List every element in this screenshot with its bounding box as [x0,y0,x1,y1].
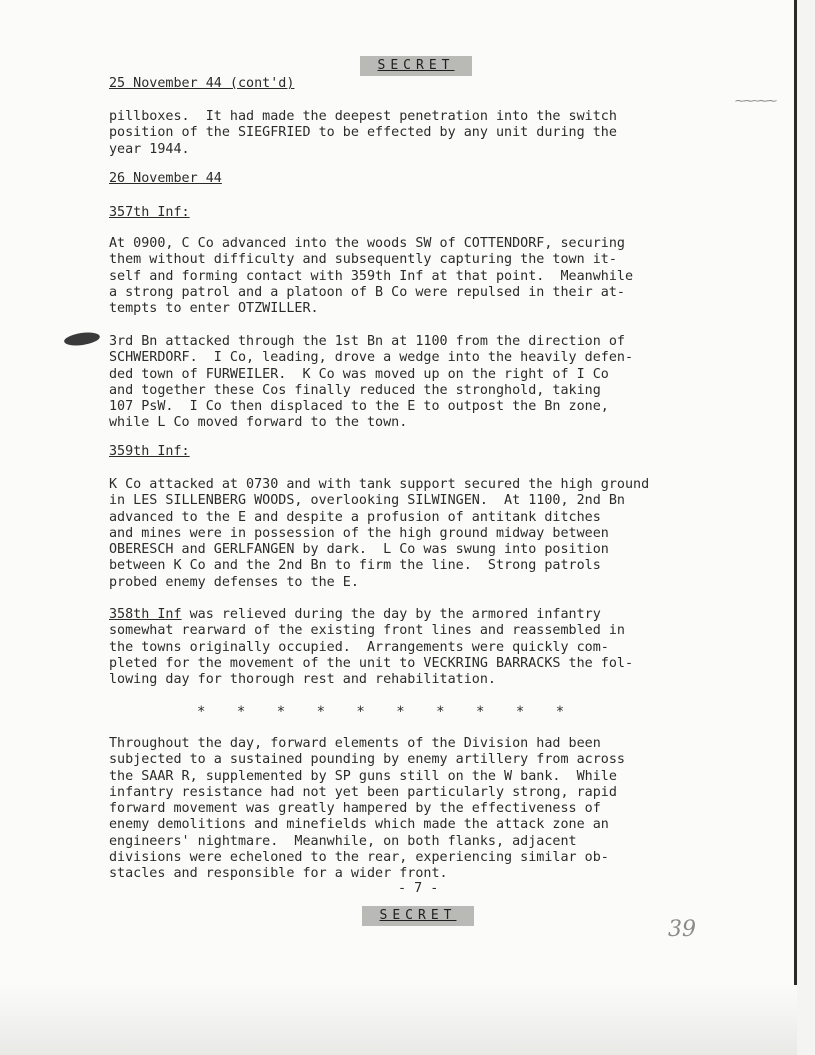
scan-edge-line [794,0,797,1055]
unit-heading-358: 358th Inf [109,607,182,622]
classification-stamp-top: SECRET [360,56,472,76]
date-heading: 26 November 44 [109,171,222,186]
paragraph: Throughout the day, forward elements of the Division had been subjected to a sustained pounding by enemy artillery from across the SAAR R, supplemented by SP guns still on the W bank. While infantry resistance had not yet been particularly strong, rapid forward movement was greatly hampered by the effectiveness of enemy demolitions and minefields which made the attack zone an engineers' nightmare. Meanwhile, on both flanks, adjacent divisions were echeloned to the rear, experiencing similar ob- stacles and responsible for a wider front. [109,736,625,882]
scan-edge-strip [797,0,815,1055]
section-separator: * * * * * * * * * * [197,704,565,720]
unit-heading-357: 357th Inf: [109,205,190,220]
paragraph [109,607,749,688]
unit-heading-359: 359th Inf: [109,444,190,459]
scan-bottom-shade [0,985,797,1055]
date-heading: 25 November 44 (cont'd) [109,76,295,91]
page-number: - 7 - [398,881,439,896]
punch-hole-mark [63,331,100,348]
margin-scribble: ⁓⁓~⁓⁓ [735,96,777,107]
paragraph: At 0900, C Co advanced into the woods SW of COTTENDORF, securing them without difficulty and subsequently capturing the town it- self and forming contact with 359th Inf at that point. Meanwhile a strong patrol and a platoon of B Co were repulsed in their at- tempts to enter OTZWILLER. [109,236,634,317]
paragraph-text: was relieved during the day by the armored infantry somewhat rearward of the existing front lines and reassembled in the towns originally occupied. Arrangements were quickly com- pleted for the movement of the unit to VECKRING BARRACKS the fol- lowing day for thorough rest and rehabilitation. [109,607,634,688]
paragraph: pillboxes. It had made the deepest penetration into the switch position of the SIEGFRIED to be effected by any unit during the year 1944. [109,109,617,157]
paragraph: 3rd Bn attacked through the 1st Bn at 1100 from the direction of SCHWERDORF. I Co, leading, drove a wedge into the heavily defen- ded town of FURWEILER. K Co was moved up on the right of I Co and together these Cos finally reduced the stronghold, taking 107 PsW. I Co then displaced to the E to outpost the Bn zone, while L Co moved forward to the town. [109,334,634,431]
handwritten-page-number: 39 [668,917,696,942]
paragraph: K Co attacked at 0730 and with tank support secured the high ground in LES SILLENBERG WOODS, overlooking SILWINGEN. At 1100, 2nd Bn advanced to the E and despite a profusion of antitank ditches and mines were in possession of the high ground midway between OBERESCH and GERLFANGEN by dark. L Co was swung into position between K Co and the 2nd Bn to firm the line. Strong patrols probed enemy defenses to the E. [109,477,650,590]
classification-stamp-bottom: SECRET [362,906,474,926]
